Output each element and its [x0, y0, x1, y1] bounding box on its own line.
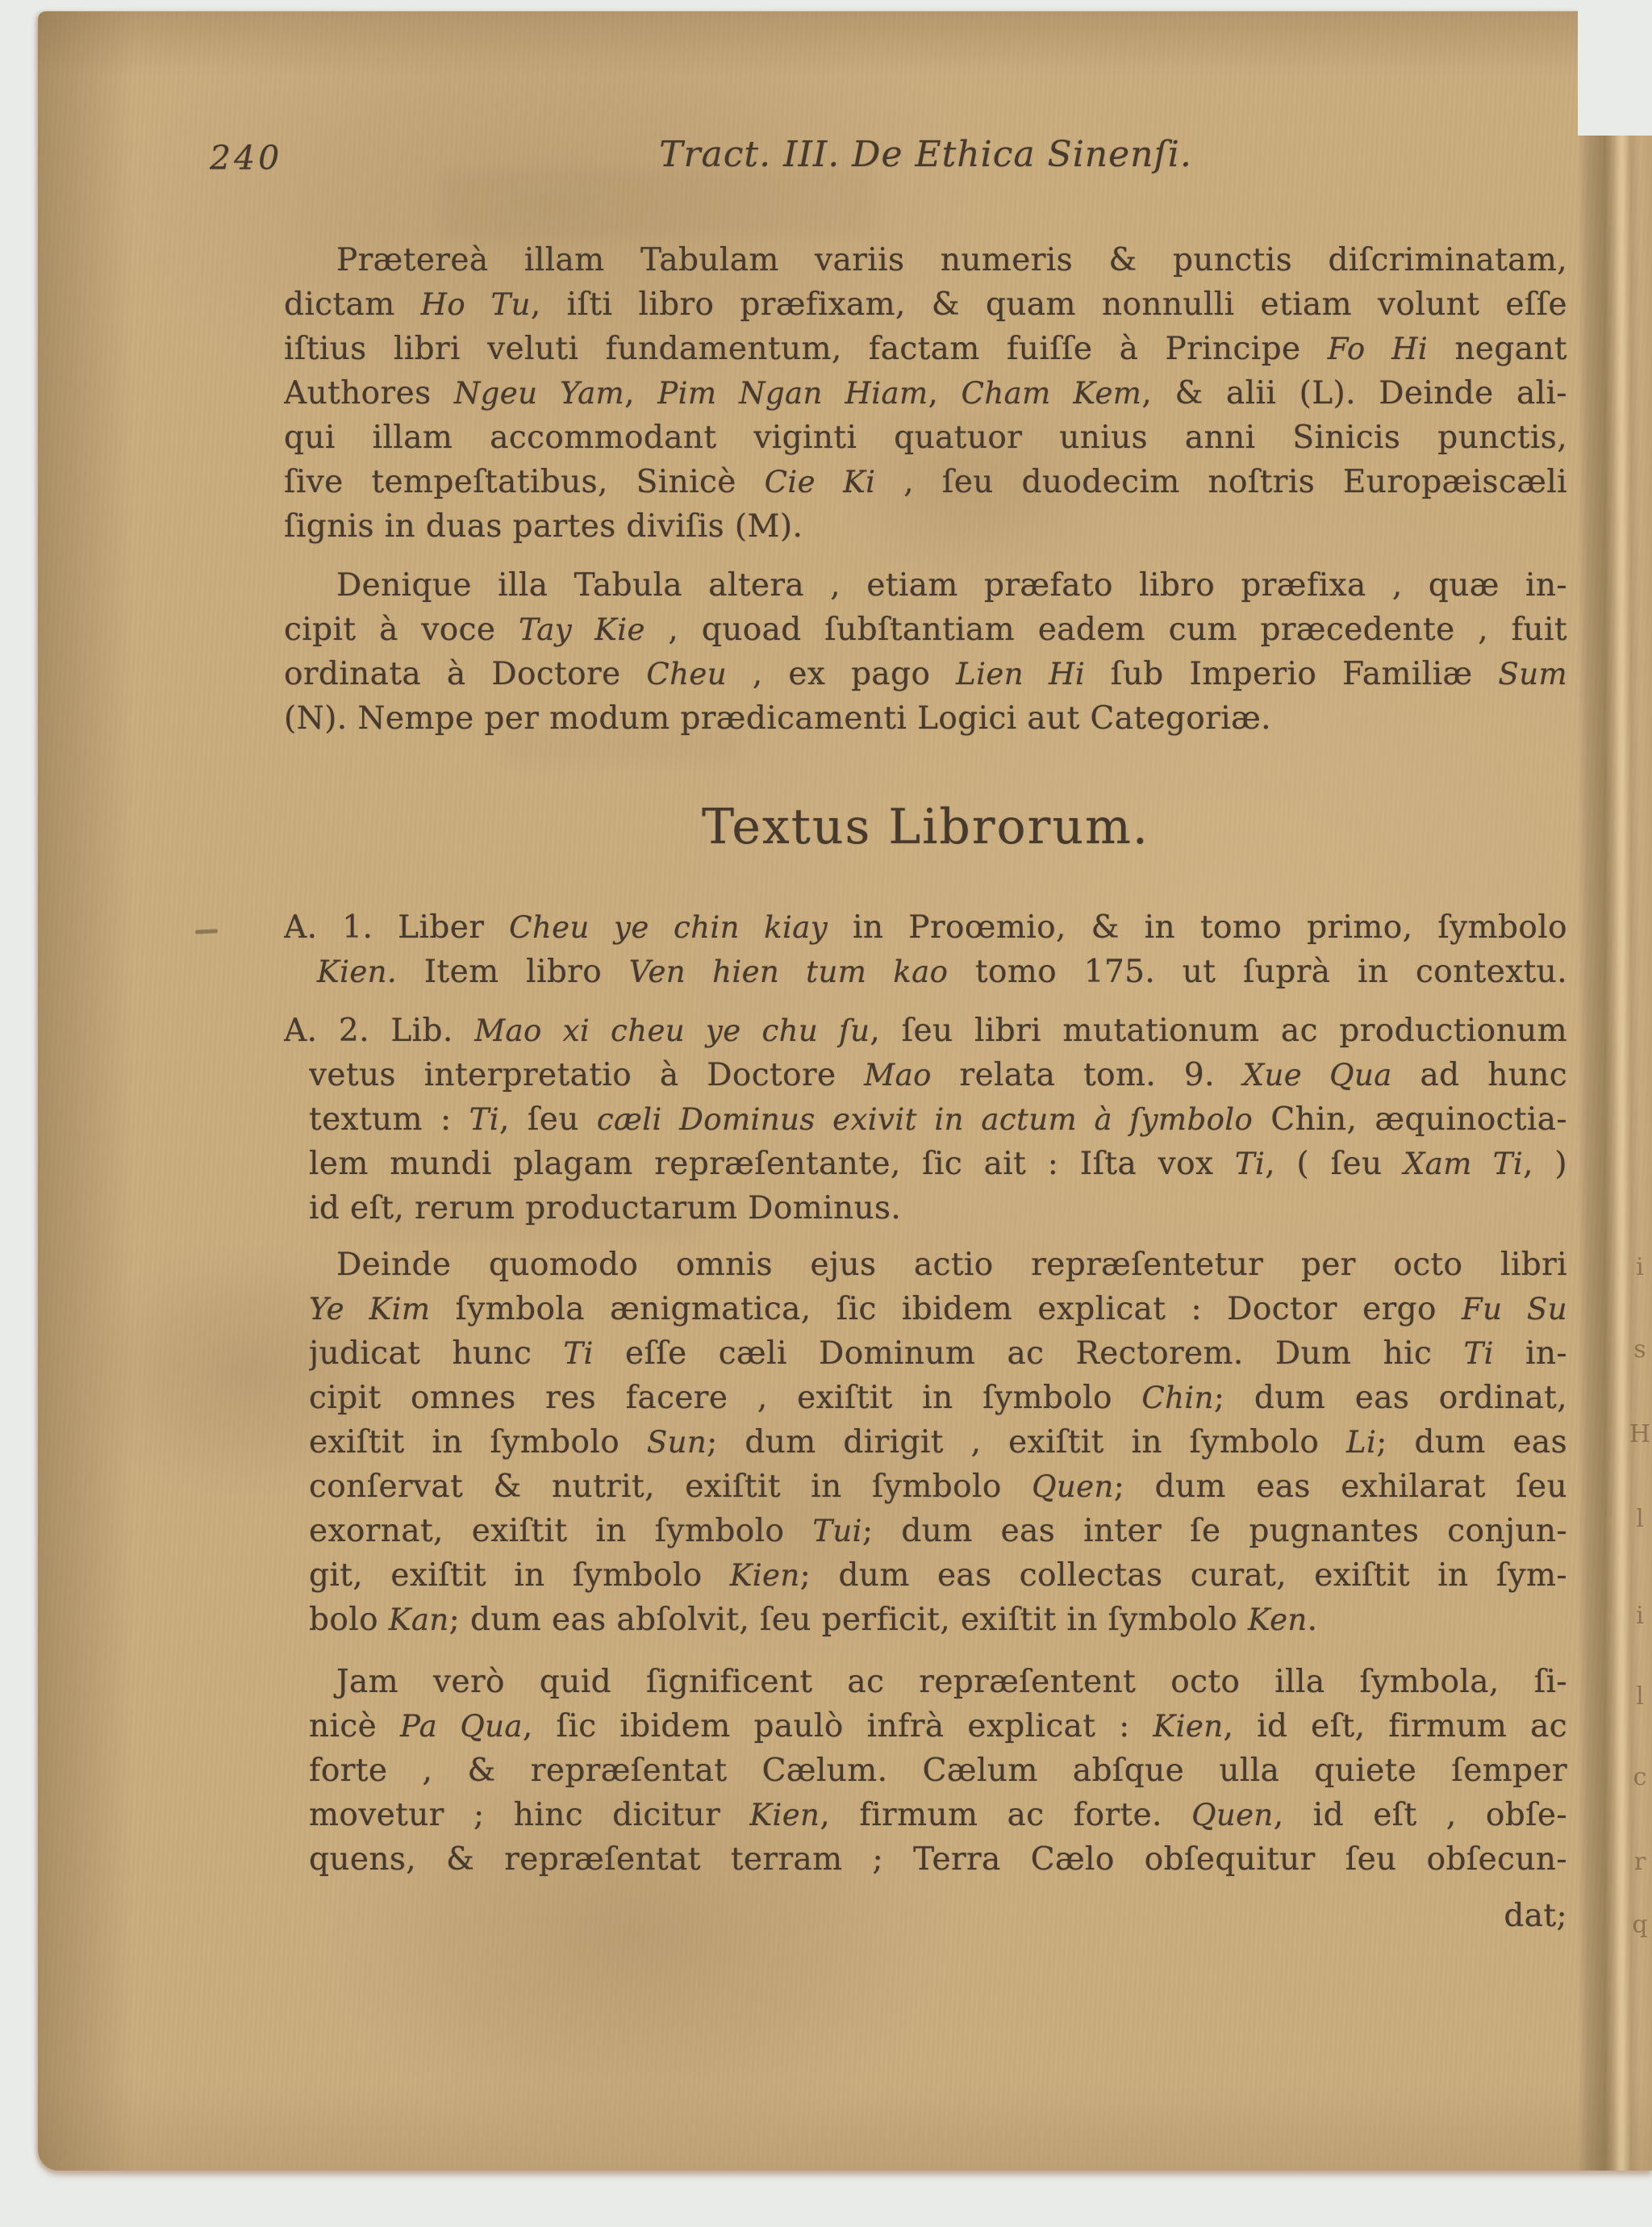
edge-letter-fragment: r [1633, 1848, 1646, 1876]
text-segment: ; dum dirigit , exiſtit in ſymbolo [707, 1424, 1346, 1460]
text-segment: Chin, æquinoctia- [1253, 1101, 1567, 1138]
romanized-term: Ven hien tum kao [628, 955, 949, 989]
text-line [309, 1464, 1567, 1509]
text-segment: ; dum eas inter ſe pugnantes conjun- [861, 1513, 1567, 1549]
text-segment: ; dum eas ordinat, [1213, 1380, 1567, 1416]
romanized-term: Ho Tu [420, 287, 531, 322]
edge-letter-fragment: i [1636, 1602, 1644, 1630]
text-segment: id eſt, rerum productarum Dominus. [309, 1190, 902, 1226]
text-segment: lem mundi plagam repræſentante, ſic ait : Iſta vox [309, 1146, 1235, 1182]
text-segment: Jam verò quid ſignificent ac repræſentent octo illa ſymbola, ſi- [336, 1664, 1567, 1700]
text-segment: , id eſt, firmum ac [1223, 1708, 1567, 1744]
text-segment: , iſti libro præfixam, & quam nonnulli etiam volunt eſſe [530, 286, 1567, 323]
text-segment: relata tom. 9. [931, 1057, 1243, 1093]
text-segment: , ſeu [499, 1101, 597, 1138]
edge-letter-fragment: H [1629, 1420, 1651, 1448]
text-line [309, 1894, 1567, 1938]
text-segment: eſſe cæli Dominum ac Rectorem. Dum hic [593, 1335, 1464, 1372]
romanized-term: Pa Qua [399, 1709, 523, 1744]
text-line [309, 1704, 1567, 1749]
text-segment: ſive tempeſtatibus, Sinicè [284, 464, 765, 500]
text-segment: , id eſt , obſe- [1273, 1797, 1567, 1833]
romanized-term: cæli Dominus exivit in actum à ſymbolo [596, 1102, 1254, 1137]
romanized-term: Lien Hi [956, 657, 1086, 691]
romanized-term: Fu Su [1462, 1292, 1567, 1327]
catchword-line [309, 1894, 1567, 1938]
text-segment: textum : [309, 1101, 469, 1138]
text-line [309, 1243, 1567, 1287]
text-line [284, 608, 1567, 652]
text-segment: Authores [284, 375, 454, 412]
text-segment: , ſeu libri mutationum ac productionum [870, 1013, 1567, 1049]
text-line [309, 1837, 1567, 1882]
text-segment: Prætereà illam Tabulam variis numeris & punctis diſcriminatam, [336, 242, 1567, 278]
edge-letter-fragment: s [1633, 1335, 1646, 1364]
text-segment: ſignis in duas partes diviſis (M). [284, 508, 803, 545]
edge-letter-fragment: i [1636, 1253, 1644, 1281]
edge-letter-fragment: l [1636, 1505, 1644, 1533]
romanized-term: Kan [388, 1602, 449, 1637]
romanized-term: Ti [1463, 1336, 1494, 1371]
edge-letter-fragment: c [1633, 1763, 1647, 1791]
text-segment: negant [1428, 331, 1567, 367]
romanized-term: Kien [1153, 1709, 1224, 1744]
romanized-term: Kien. [317, 955, 398, 989]
romanized-term: Mao [864, 1058, 932, 1093]
romanized-term: Ti [563, 1336, 594, 1371]
text-segment: exiſtit in ſymbolo [309, 1424, 647, 1460]
text-line [284, 1009, 1567, 1053]
text-segment: exornat, exiſtit in ſymbolo [309, 1513, 813, 1549]
romanized-term: Tay Kie [519, 612, 645, 647]
text-line [309, 1097, 1567, 1142]
romanized-term: Mao xi cheu ye chu ſu [474, 1013, 870, 1048]
romanized-term: Ngeu Yam [453, 376, 625, 411]
text-line [284, 238, 1567, 282]
entry-A1 [284, 905, 1567, 994]
text-segment: , firmum ac forte. [820, 1797, 1192, 1833]
text-segment: , ) [1523, 1146, 1567, 1182]
text-segment: qui illam accommodant viginti quatuor unius anni Sinicis punctis, [284, 420, 1567, 456]
text-segment: A. 2. Lib. [284, 1013, 475, 1049]
text-segment: dictam [284, 286, 421, 323]
romanized-term: Cheu [646, 657, 727, 691]
romanized-term: Sun [646, 1425, 707, 1460]
text-segment: quens, & repræſentat terram ; Terra Cælo obſequitur ſeu obſecun- [309, 1841, 1567, 1878]
text-segment: ; dum eas [1376, 1424, 1567, 1460]
text-segment: nicè [309, 1708, 400, 1744]
paragraph-deinde-quomodo [309, 1243, 1567, 1642]
romanized-term: Pim Ngan Hiam [657, 376, 928, 411]
text-line [309, 1553, 1567, 1598]
romanized-term: Fo Hi [1327, 332, 1429, 366]
romanized-term: Quen [1032, 1469, 1114, 1504]
paragraph-praeterea [284, 238, 1567, 549]
text-segment: ſub Imperio Familiæ [1085, 656, 1499, 692]
text-segment: judicat hunc [309, 1335, 564, 1372]
scan-background-corner [1578, 0, 1652, 136]
text-segment: tomo 175. ut ſuprà in contextu. [948, 954, 1567, 990]
text-line [309, 1376, 1567, 1420]
text-segment: , ſeu duodecim noſtris Europæiscæli [875, 464, 1567, 500]
text-line [309, 1142, 1567, 1186]
text-line [309, 1660, 1567, 1704]
text-line [284, 460, 1567, 504]
text-segment: vetus interpretatio à Doctore [309, 1057, 865, 1093]
text-line [284, 696, 1567, 741]
romanized-term: Chin [1141, 1381, 1214, 1415]
romanized-term: Cheu ye chin kiay [509, 910, 828, 945]
text-line [284, 371, 1567, 416]
edge-letter-fragment: q [1632, 1911, 1648, 1939]
text-segment: (N). Nempe per modum prædicamenti Logici aut Categoriæ. [284, 700, 1271, 737]
text-line [309, 1331, 1567, 1376]
text-line [284, 652, 1567, 696]
text-segment: forte , & repræſentat Cælum. Cælum abſque ulla quiete ſemper [309, 1753, 1567, 1789]
romanized-term: Sum [1498, 657, 1567, 691]
text-segment: , [928, 375, 962, 412]
text-segment: , ( ſeu [1265, 1146, 1404, 1182]
text-segment: ; dum eas collectas curat, exiſtit in ſym- [799, 1557, 1567, 1594]
text-segment: , ſic ibidem paulò infrà explicat : [522, 1708, 1153, 1744]
page-fold-edge [1578, 136, 1652, 2171]
text-line [309, 1287, 1567, 1331]
romanized-term: Ti [469, 1102, 500, 1137]
text-block [284, 238, 1567, 1938]
text-segment: , quoad ſubſtantiam eadem cum præcedente , fuit [645, 612, 1567, 648]
text-line [284, 905, 1567, 950]
text-segment: Item libro [397, 954, 629, 990]
romanized-term: Cie Ki [764, 465, 876, 499]
page-number: 240 [210, 139, 283, 178]
text-line [284, 504, 1567, 549]
text-segment: , [624, 375, 658, 412]
paragraph-denique [284, 563, 1567, 741]
text-segment: Deinde quomodo omnis ejus actio repræſentetur per octo libri [336, 1247, 1567, 1283]
romanized-term: Kien [729, 1558, 800, 1593]
text-line [309, 1053, 1567, 1097]
text-line [309, 1509, 1567, 1553]
text-line [284, 282, 1567, 327]
romanized-term: Ken [1247, 1602, 1308, 1637]
text-segment: , ex pago [726, 656, 957, 692]
text-line [309, 1420, 1567, 1464]
text-segment: ; dum eas exhilarat ſeu [1113, 1469, 1567, 1505]
text-segment: cipit à voce [284, 612, 519, 648]
text-segment: git, exiſtit in ſymbolo [309, 1557, 730, 1594]
text-segment: ſymbola ænigmatica, ſic ibidem explicat : Doctor ergo [430, 1291, 1462, 1327]
show-through-smudge [440, 167, 876, 240]
romanized-term: Xue Qua [1242, 1058, 1392, 1093]
text-segment: ordinata à Doctore [284, 656, 647, 692]
text-segment: movetur ; hinc dicitur [309, 1797, 750, 1833]
text-segment: A. 1. Liber [284, 909, 510, 946]
text-segment: iſtius libri veluti fundamentum, factam fuiſſe à Principe [284, 331, 1328, 367]
romanized-term: Ye Kim [309, 1292, 431, 1327]
text-segment: in Proœmio, & in tomo primo, ſymbolo [828, 909, 1567, 946]
text-line [309, 950, 1567, 994]
section-heading: Textus Librorum. [702, 799, 1149, 855]
text-line [309, 1598, 1567, 1642]
romanized-term: Li [1345, 1425, 1377, 1460]
text-segment: in- [1493, 1335, 1567, 1372]
text-segment: bolo [309, 1602, 389, 1638]
text-line [284, 416, 1567, 460]
text-segment: dat; [1504, 1898, 1567, 1934]
paragraph-jam-vero [309, 1660, 1567, 1882]
romanized-term: Cham Kem [961, 376, 1142, 411]
romanized-term: Quen [1191, 1798, 1274, 1832]
romanized-term: Tui [812, 1514, 862, 1548]
text-segment: ; dum eas abſolvit, ſeu perficit, exiſtit in ſymbolo [448, 1602, 1248, 1638]
romanized-term: Xam Ti [1404, 1147, 1524, 1181]
text-segment: , & alii (L). Deinde ali- [1141, 375, 1567, 412]
text-line [309, 1793, 1567, 1837]
text-segment: conſervat & nutrit, exiſtit in ſymbolo [309, 1469, 1032, 1505]
text-segment: cipit omnes res facere , exiſtit in ſymbolo [309, 1380, 1142, 1416]
text-segment: . [1307, 1602, 1318, 1638]
text-line [309, 1186, 1567, 1230]
edge-letter-fragment: l [1636, 1682, 1644, 1711]
entry-A2 [284, 1009, 1567, 1230]
romanized-term: Ti [1234, 1147, 1266, 1181]
romanized-term: Kien [749, 1798, 820, 1832]
text-segment: Denique illa Tabula altera , etiam præfato libro præfixa , quæ in- [336, 567, 1567, 604]
text-segment: ad hunc [1391, 1057, 1567, 1093]
text-line [284, 327, 1567, 371]
text-line [309, 1749, 1567, 1793]
running-title: Tract. III. De Ethica Sinenſi. [659, 134, 1192, 175]
text-line [284, 563, 1567, 608]
